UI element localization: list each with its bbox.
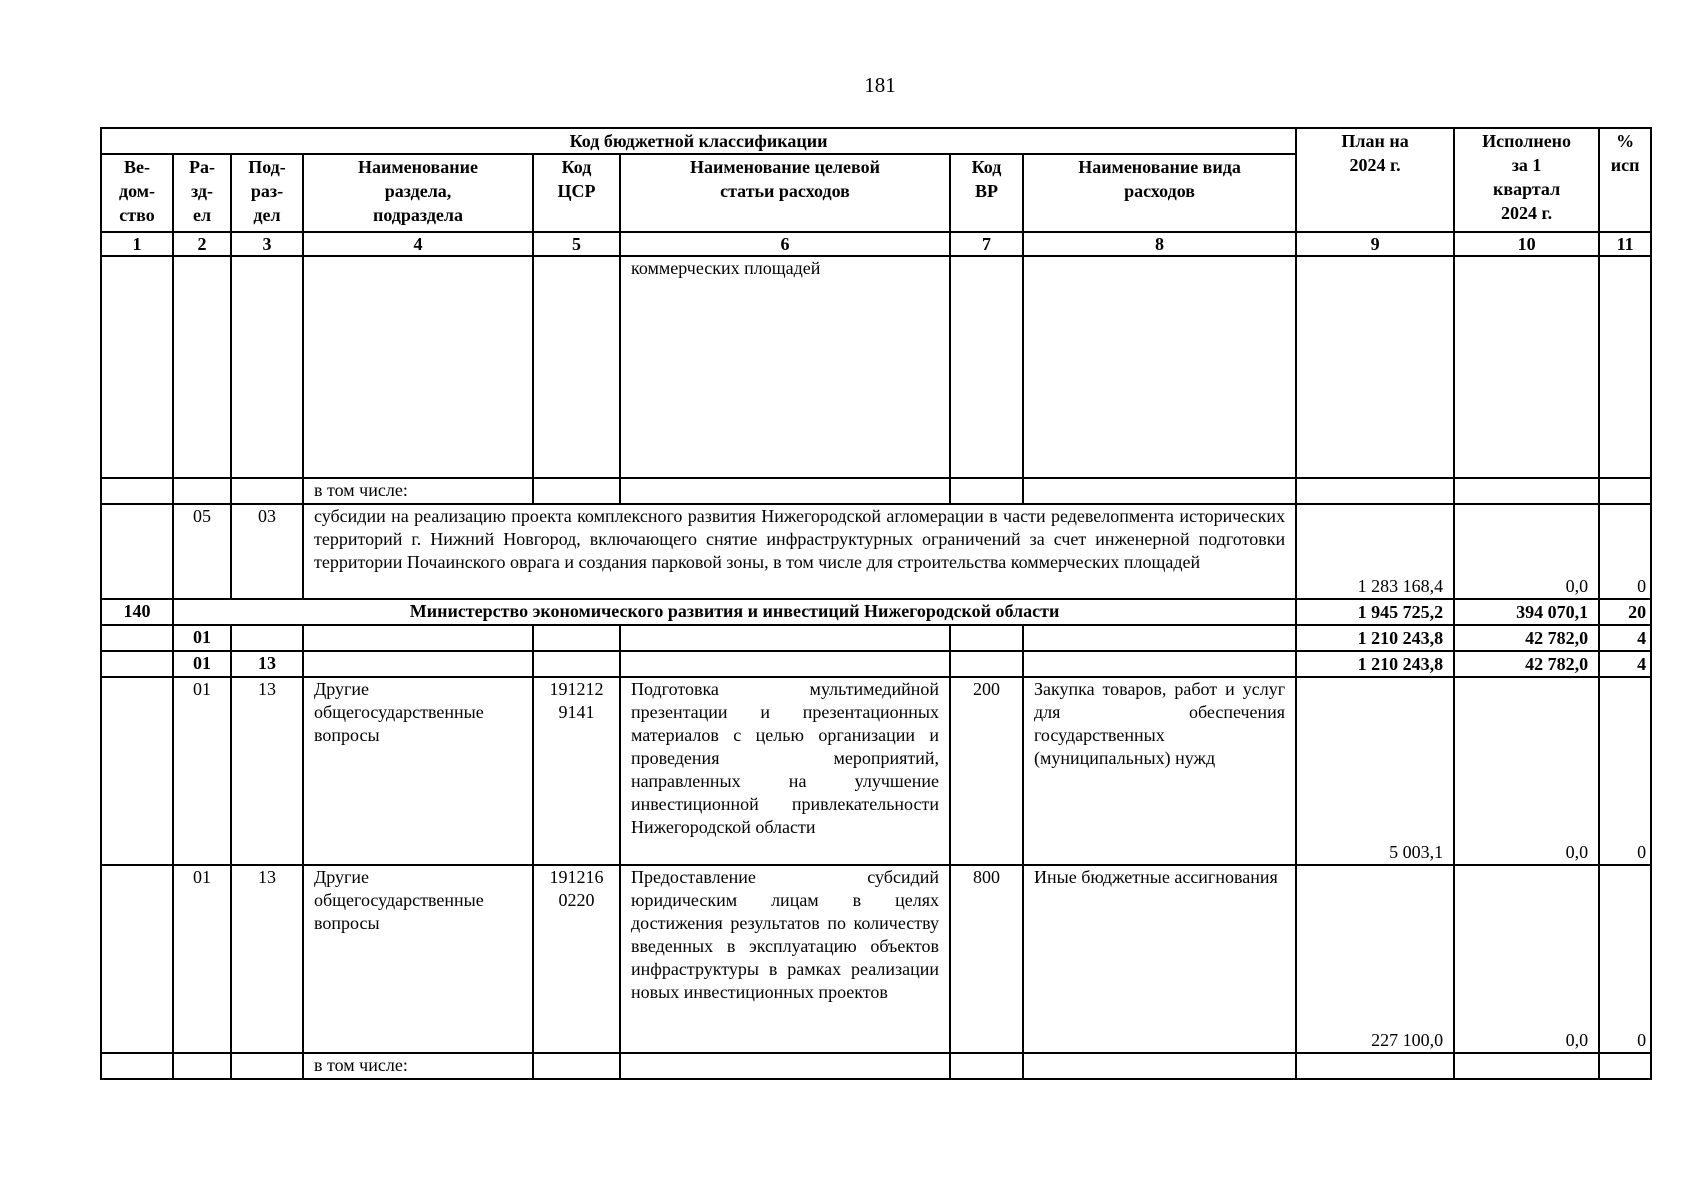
header-section: Ра- зд- ел xyxy=(173,154,231,232)
column-number: 3 xyxy=(231,232,303,256)
csr-code: 191212 9141 xyxy=(533,677,620,865)
header-section-name: Наименование раздела, подраздела xyxy=(303,154,533,232)
column-number: 6 xyxy=(620,232,950,256)
section-name: Другие общегосударственные вопросы xyxy=(303,865,533,1053)
plan-value: 1 283 168,4 xyxy=(1296,504,1454,599)
ministry-title: Министерство экономического развития и инвестиций Нижегородской области xyxy=(173,599,1296,625)
including-label: в том числе: xyxy=(303,478,533,504)
header-vr-code: Код ВР xyxy=(950,154,1023,232)
subsection-code: 03 xyxy=(231,504,303,599)
table-row xyxy=(101,1053,1651,1079)
column-numbers-row xyxy=(101,232,1651,256)
table-row xyxy=(101,651,1651,677)
subsection-code: 13 xyxy=(231,651,303,677)
ministry-row xyxy=(101,599,1651,625)
plan-value: 1 210 243,8 xyxy=(1296,651,1454,677)
percent-value: 0 xyxy=(1599,865,1651,1053)
plan-value: 1 945 725,2 xyxy=(1296,599,1454,625)
section-code: 01 xyxy=(173,625,231,651)
target-name: Предоставление субсидий юридическим лицам в целях достижения результатов по количеству введенных в эксплуатацию объектов инфраструктуры в рамках реализации новых инвестиционных проектов xyxy=(620,865,950,1053)
executed-value: 42 782,0 xyxy=(1454,651,1599,677)
executed-value: 0,0 xyxy=(1454,865,1599,1053)
vr-code: 800 xyxy=(950,865,1023,1053)
header-executed: Исполнено за 1 квартал 2024 г. xyxy=(1454,128,1599,232)
table-row xyxy=(101,677,1651,865)
table-row xyxy=(101,256,1651,478)
percent-value: 0 xyxy=(1599,677,1651,865)
section-name: Другие общегосударственные вопросы xyxy=(303,677,533,865)
column-number: 2 xyxy=(173,232,231,256)
column-number: 9 xyxy=(1296,232,1454,256)
including-label: в том числе: xyxy=(303,1053,533,1079)
plan-value: 5 003,1 xyxy=(1296,677,1454,865)
column-number: 11 xyxy=(1599,232,1651,256)
percent-value: 4 xyxy=(1599,651,1651,677)
classification-group-header: Код бюджетной классификации xyxy=(101,128,1296,154)
section-code: 01 xyxy=(173,865,231,1053)
vr-code: 200 xyxy=(950,677,1023,865)
plan-value: 227 100,0 xyxy=(1296,865,1454,1053)
header-percent: % исп xyxy=(1599,128,1651,232)
column-number: 4 xyxy=(303,232,533,256)
header-target-name: Наименование целевой статьи расходов xyxy=(620,154,950,232)
target-name-cell: коммерческих площадей xyxy=(620,256,950,478)
column-number: 10 xyxy=(1454,232,1599,256)
header-subsection: Под- раз- дел xyxy=(231,154,303,232)
table-row xyxy=(101,504,1651,599)
executed-value: 0,0 xyxy=(1454,504,1599,599)
department-code: 140 xyxy=(101,599,173,625)
percent-value: 20 xyxy=(1599,599,1651,625)
target-name: Подготовка мультимедийной презентации и презентационных материалов с целью организации и проведения мероприятий, направленных на улучшение инвестиционной привлекательности Нижегородской области xyxy=(620,677,950,865)
column-number: 8 xyxy=(1023,232,1296,256)
expense-type: Закупка товаров, работ и услуг для обеспечения государственных (муниципальных) нужд xyxy=(1023,677,1296,865)
column-number: 7 xyxy=(950,232,1023,256)
percent-value: 0 xyxy=(1599,504,1651,599)
header-department: Ве- дом- ство xyxy=(101,154,173,232)
table-row xyxy=(101,625,1651,651)
subsidy-description: субсидии на реализацию проекта комплексного развития Нижегородской агломерации в части редевелопмента исторических территорий г. Нижний Новгород, включающего снятие инфраструктурных ограничений за счет инженерной подготовки территории Почаинского оврага и создания парковой зоны, в том числе для строительства коммерческих площадей xyxy=(303,504,1296,599)
header-expense-type: Наименование вида расходов xyxy=(1023,154,1296,232)
table-row xyxy=(101,865,1651,1053)
executed-value: 0,0 xyxy=(1454,677,1599,865)
expense-type: Иные бюджетные ассигнования xyxy=(1023,865,1296,1053)
executed-value: 42 782,0 xyxy=(1454,625,1599,651)
header-csr-code: Код ЦСР xyxy=(533,154,620,232)
header-plan: План на 2024 г. xyxy=(1296,128,1454,232)
subsection-code: 13 xyxy=(231,865,303,1053)
percent-value: 4 xyxy=(1599,625,1651,651)
column-number: 1 xyxy=(101,232,173,256)
section-code: 01 xyxy=(173,677,231,865)
table-row xyxy=(101,478,1651,504)
plan-value: 1 210 243,8 xyxy=(1296,625,1454,651)
budget-table xyxy=(100,127,1652,1080)
section-code: 01 xyxy=(173,651,231,677)
executed-value: 394 070,1 xyxy=(1454,599,1599,625)
section-code: 05 xyxy=(173,504,231,599)
csr-code: 191216 0220 xyxy=(533,865,620,1053)
page-number: 181 xyxy=(864,73,896,97)
subsection-code: 13 xyxy=(231,677,303,865)
column-number: 5 xyxy=(533,232,620,256)
